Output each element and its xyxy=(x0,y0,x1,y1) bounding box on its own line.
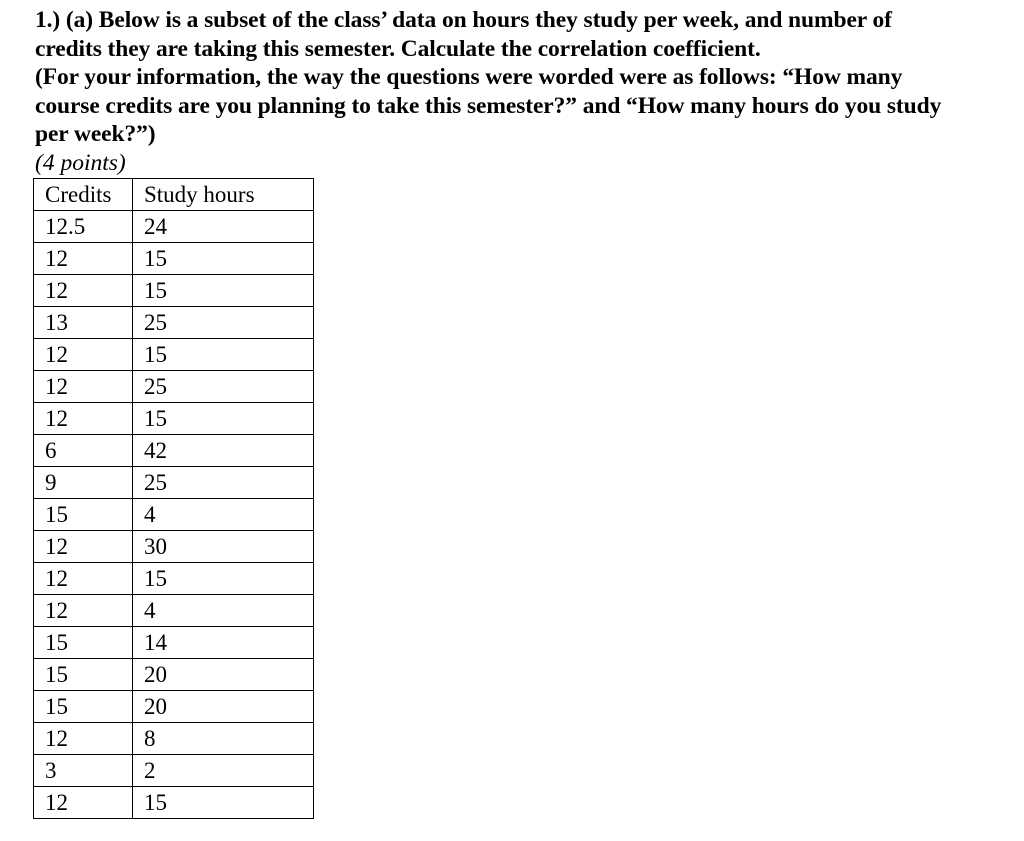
table-row xyxy=(34,243,314,275)
cell-credits: 15 xyxy=(34,659,133,691)
cell-study-hours: 15 xyxy=(133,787,314,819)
cell-study-hours: 15 xyxy=(133,339,314,371)
table-row xyxy=(34,723,314,755)
table-row xyxy=(34,403,314,435)
cell-credits: 12 xyxy=(34,275,133,307)
cell-credits: 12 xyxy=(34,595,133,627)
cell-credits: 12 xyxy=(34,371,133,403)
cell-study-hours: 4 xyxy=(133,499,314,531)
table-header-row xyxy=(34,179,314,211)
cell-credits: 12 xyxy=(34,723,133,755)
cell-credits: 12 xyxy=(34,243,133,275)
cell-study-hours: 24 xyxy=(133,211,314,243)
cell-study-hours: 15 xyxy=(133,563,314,595)
question-line: per week?”) xyxy=(35,121,156,147)
cell-credits: 15 xyxy=(34,499,133,531)
table-row xyxy=(34,627,314,659)
question-line: 1.) (a) Below is a subset of the class’ data on hours they study per week, and number of xyxy=(35,7,892,33)
cell-study-hours: 14 xyxy=(133,627,314,659)
cell-study-hours: 20 xyxy=(133,659,314,691)
cell-credits: 12 xyxy=(34,787,133,819)
table-row xyxy=(34,563,314,595)
cell-study-hours: 25 xyxy=(133,467,314,499)
question-text xyxy=(35,6,1020,149)
table-body xyxy=(34,211,314,819)
cell-credits: 12 xyxy=(34,339,133,371)
cell-study-hours: 42 xyxy=(133,435,314,467)
cell-credits: 9 xyxy=(34,467,133,499)
cell-credits: 12 xyxy=(34,531,133,563)
cell-study-hours: 25 xyxy=(133,307,314,339)
table-row xyxy=(34,659,314,691)
table-row xyxy=(34,595,314,627)
cell-credits: 15 xyxy=(34,691,133,723)
cell-credits: 6 xyxy=(34,435,133,467)
table-row xyxy=(34,531,314,563)
cell-study-hours: 20 xyxy=(133,691,314,723)
table-row xyxy=(34,691,314,723)
points-label: (4 points) xyxy=(35,150,126,176)
table-row xyxy=(34,275,314,307)
table-row xyxy=(34,371,314,403)
cell-credits: 12.5 xyxy=(34,211,133,243)
question-line: (For your information, the way the questions were worded were as follows: “How many xyxy=(35,64,903,90)
table-row xyxy=(34,307,314,339)
cell-study-hours: 15 xyxy=(133,403,314,435)
table-row xyxy=(34,467,314,499)
header-credits: Credits xyxy=(34,179,133,211)
cell-study-hours: 15 xyxy=(133,275,314,307)
data-table xyxy=(33,178,314,819)
cell-study-hours: 2 xyxy=(133,755,314,787)
cell-study-hours: 30 xyxy=(133,531,314,563)
table-row xyxy=(34,339,314,371)
header-study-hours: Study hours xyxy=(133,179,314,211)
table-row xyxy=(34,435,314,467)
table-row xyxy=(34,211,314,243)
cell-credits: 3 xyxy=(34,755,133,787)
table-row xyxy=(34,787,314,819)
cell-credits: 15 xyxy=(34,627,133,659)
table-row xyxy=(34,499,314,531)
cell-credits: 12 xyxy=(34,403,133,435)
cell-study-hours: 4 xyxy=(133,595,314,627)
question-line: credits they are taking this semester. Calculate the correlation coefficient. xyxy=(35,35,761,62)
cell-study-hours: 25 xyxy=(133,371,314,403)
cell-credits: 13 xyxy=(34,307,133,339)
table-row xyxy=(34,755,314,787)
cell-credits: 12 xyxy=(34,563,133,595)
cell-study-hours: 15 xyxy=(133,243,314,275)
cell-study-hours: 8 xyxy=(133,723,314,755)
question-line: course credits are you planning to take this semester?” and “How many hours do you study xyxy=(35,92,942,119)
